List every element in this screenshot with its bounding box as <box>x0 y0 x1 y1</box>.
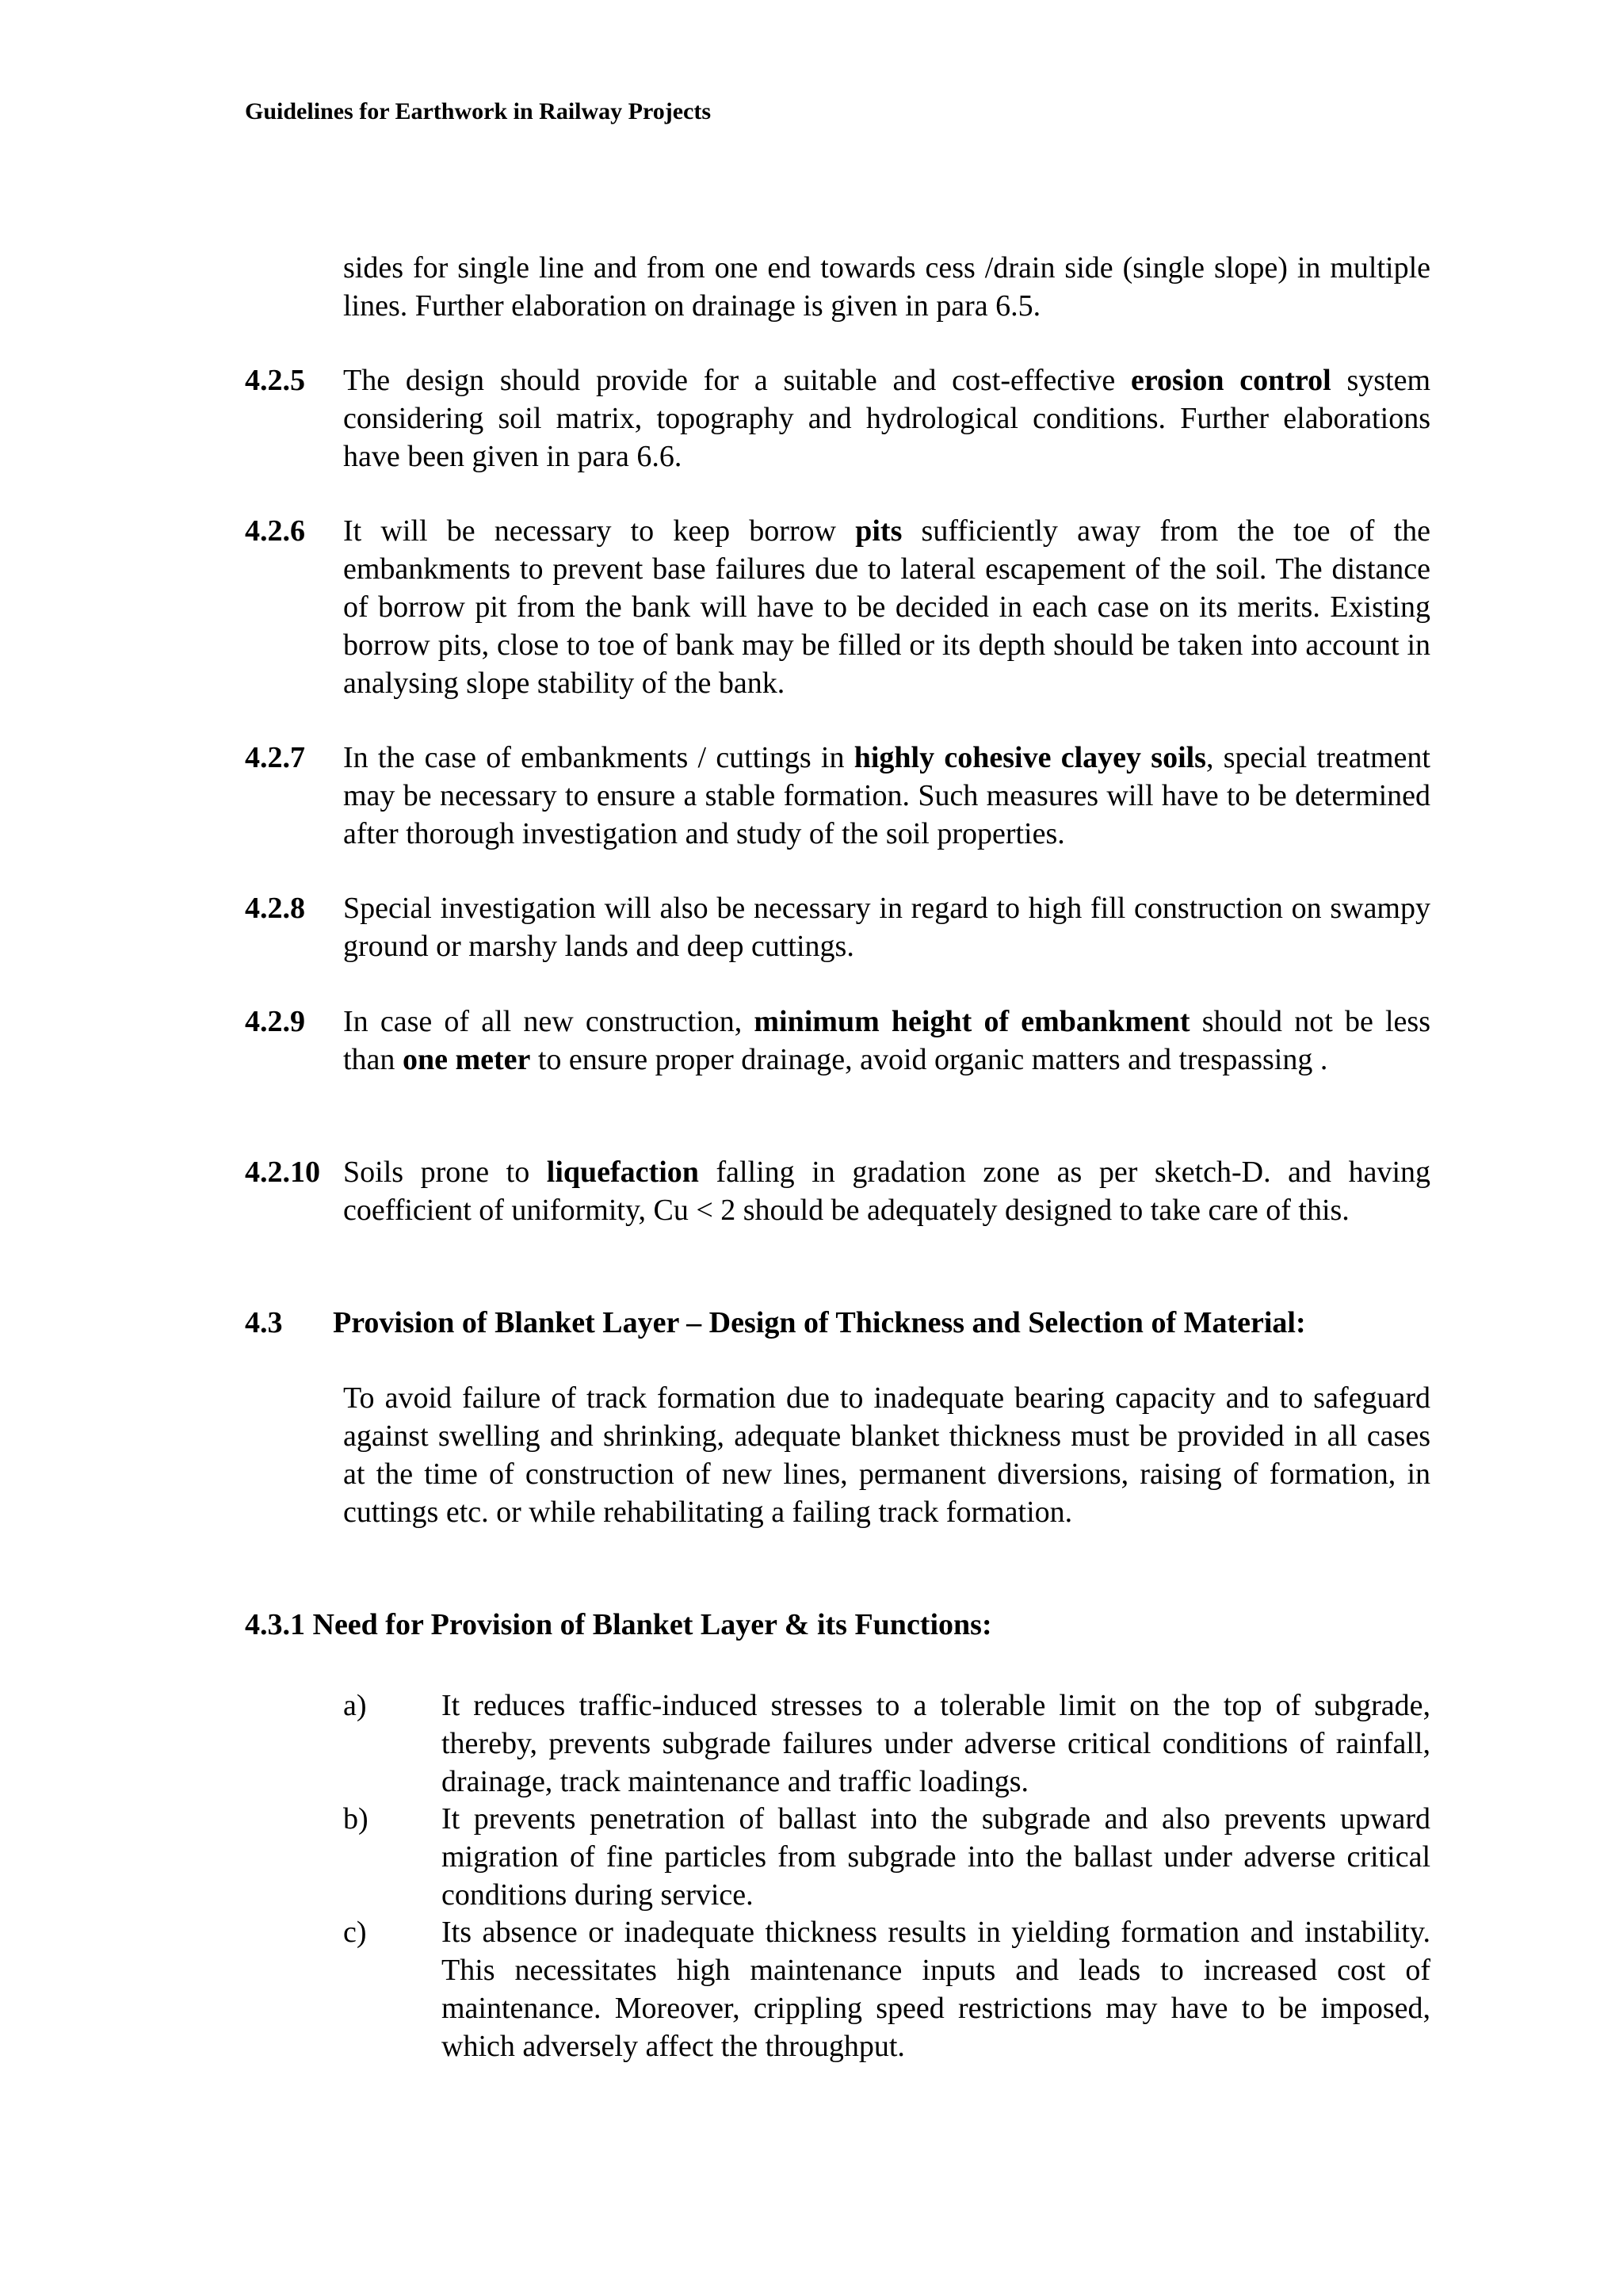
section-title-4-3: Provision of Blanket Layer – Design of Thickness and Selection of Material: <box>333 1306 1306 1339</box>
clause-4-2-6-text <box>343 512 1430 702</box>
clause-text: In case of all new construction, <box>343 1005 754 1038</box>
section-heading-4-3-1: 4.3.1 Need for Provision of Blanket Layer & its Functions: <box>245 1608 992 1641</box>
section-number-4-3: 4.3 <box>245 1306 283 1339</box>
emphasis: pits <box>855 514 903 548</box>
list-item-label: b) <box>343 1802 369 1836</box>
clause-text: should not be less than <box>343 1005 1430 1076</box>
clause-4-2-9-text <box>343 1003 1430 1079</box>
clause-text: sufficiently away from the toe of the embankments to prevent base failures due to lateral escapement of the soil. The distance of borrow pit from the bank will have to be decided in each case on its merits. Existing borrow pits, close to toe of bank may be filled or its depth should be taken into account in analysing slope stability of the bank. <box>343 514 1430 700</box>
list-item-label: c) <box>343 1916 367 1949</box>
emphasis: one meter <box>402 1043 531 1076</box>
list-item-text: Its absence or inadequate thickness results in yielding formation and instability. This necessitates high maintenance inputs and leads to increased cost of maintenance. Moreover, crippling speed restrictions may have to be imposed, which adversely affect the throughput. <box>441 1916 1430 2063</box>
emphasis: erosion control <box>1130 364 1331 397</box>
clause-number-4-2-8: 4.2.8 <box>245 892 305 925</box>
list-item-text: It prevents penetration of ballast into the subgrade and also prevents upward migration of fine particles from subgrade into the ballast under adverse critical conditions during service. <box>441 1802 1430 1912</box>
clause-text: In the case of embankments / cuttings in <box>343 741 854 774</box>
clause-number-4-2-6: 4.2.6 <box>245 514 305 548</box>
clause-text: , special treatment may be necessary to ensure a stable formation. Such measures will have to be determined after thorough investigation and study of the soil properties. <box>343 741 1430 850</box>
clause-number-4-2-7: 4.2.7 <box>245 741 305 774</box>
clause-text: falling in gradation zone as per sketch-D. and having coefficient of uniformity, Cu < 2 should be adequately designed to take care of this. <box>343 1156 1430 1227</box>
emphasis: highly cohesive clayey soils <box>854 741 1206 774</box>
emphasis: liquefaction <box>546 1156 699 1189</box>
clause-text: Soils prone to <box>343 1156 547 1189</box>
clause-number-4-2-10: 4.2.10 <box>245 1156 320 1189</box>
list-item-text: It reduces traffic-induced stresses to a tolerable limit on the top of subgrade, thereby, prevents subgrade failures under adverse critical conditions of rainfall, drainage, track maintenance and traffic loadings. <box>441 1689 1430 1798</box>
section-4-3-paragraph: To avoid failure of track formation due to inadequate bearing capacity and to safeguard against swelling and shrinking, adequate blanket thickness must be provided in all cases at the time of construction of new lines, permanent diversions, raising of formation, in cuttings etc. or while rehabilitating a failing track formation. <box>343 1381 1430 1529</box>
clause-text: system considering soil matrix, topography and hydrological conditions. Further elaborations have been given in para 6.6. <box>343 364 1431 473</box>
clause-4-2-7-text <box>343 739 1430 853</box>
running-header: Guidelines for Earthwork in Railway Projects <box>245 98 712 124</box>
clause-number-4-2-5: 4.2.5 <box>245 364 305 397</box>
clause-number-4-2-9: 4.2.9 <box>245 1005 305 1038</box>
clause-text: to ensure proper drainage, avoid organic matters and trespassing . <box>530 1043 1328 1076</box>
clause-text: The design should provide for a suitable and cost-effective <box>343 364 1131 397</box>
clause-4-2-5-text <box>343 361 1430 476</box>
clause-4-2-8-text: Special investigation will also be necessary in regard to high fill construction on swampy ground or marshy lands and deep cuttings. <box>343 892 1430 963</box>
clause-text: It will be necessary to keep borrow <box>343 514 856 548</box>
emphasis: minimum height of embankment <box>754 1005 1190 1038</box>
continuation-paragraph: sides for single line and from one end towards cess /drain side (single slope) in multiple lines. Further elaboration on drainage is given in para 6.5. <box>343 251 1430 323</box>
clause-4-2-10-text <box>343 1153 1430 1229</box>
list-item-label: a) <box>343 1689 367 1722</box>
